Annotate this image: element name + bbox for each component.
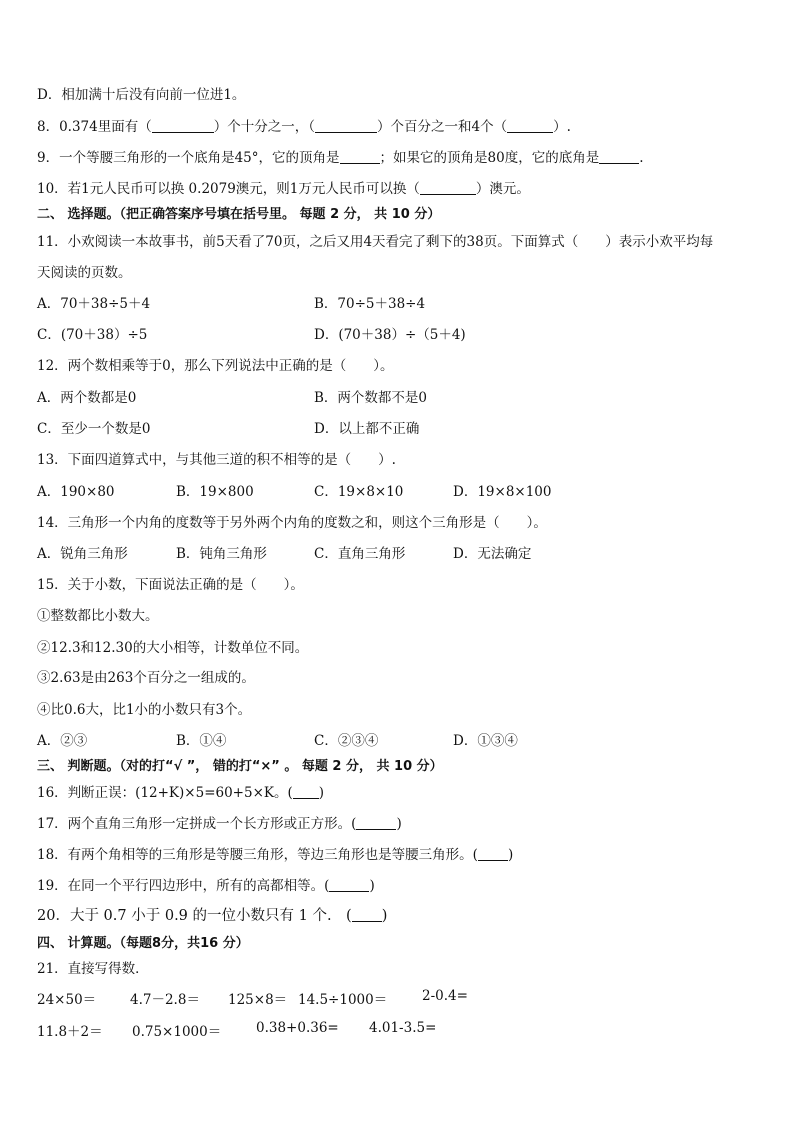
question-14: 14．三角形一个内角的度数等于另外两个内角的度数之和，则这个三角形是（ ）。 <box>37 515 547 531</box>
question-11-line2: 天阅读的页数。 <box>37 265 132 281</box>
calc-item: 14.5÷1000＝ <box>298 992 388 1008</box>
calc-item: 11.8＋2＝ <box>37 1024 103 1040</box>
q11-option-d[interactable]: D．(70＋38）÷（5＋4) <box>314 327 466 343</box>
q7-option-d: D．相加满十后没有向前一位进1。 <box>37 87 246 103</box>
answer-blank[interactable] <box>420 181 476 196</box>
q15-statement-3: ③2.63是由263个百分之一组成的。 <box>37 670 255 686</box>
answer-blank[interactable] <box>329 878 369 893</box>
question-20: 20．大于 0.7 小于 0.9 的一位小数只有 1 个. ( ) <box>37 908 388 924</box>
question-8: 8．0.374里面有（ ）个十分之一，（ ）个百分之一和4个（ ）. <box>37 119 571 135</box>
q11-option-a[interactable]: A．70＋38÷5＋4 <box>37 296 151 312</box>
q13-option-c[interactable]: C．19×8×10 <box>314 484 404 500</box>
q14-option-c[interactable]: C．直角三角形 <box>314 546 406 562</box>
q11-option-c[interactable]: C．(70＋38）÷5 <box>37 327 148 343</box>
question-10: 10．若1元人民币可以换 0.2079澳元，则1万元人民币可以换（ ）澳元。 <box>37 181 530 197</box>
answer-blank[interactable] <box>507 119 553 134</box>
question-11-line1: 11．小欢阅读一本故事书，前5天看了70页，之后又用4天看完了剩下的38页。下面算式（ ）表示小欢平均每 <box>37 234 714 250</box>
section-4-title: 四、 计算题。（每题8分，共16 分） <box>37 936 249 951</box>
calc-item: 2-0.4= <box>422 988 468 1004</box>
q12-option-b[interactable]: B．两个数都不是0 <box>314 390 428 406</box>
q14-option-b[interactable]: B．钝角三角形 <box>176 546 267 562</box>
q12-option-d[interactable]: D．以上都不正确 <box>314 421 420 437</box>
q15-option-d[interactable]: D．①③④ <box>453 733 518 749</box>
question-19: 19．在同一个平行四边形中，所有的高都相等。( ) <box>37 878 375 894</box>
q15-statement-1: ①整数都比小数大。 <box>37 608 159 624</box>
answer-blank[interactable] <box>356 816 396 831</box>
q13-option-d[interactable]: D．19×8×100 <box>453 484 552 500</box>
q14-option-d[interactable]: D．无法确定 <box>453 546 532 562</box>
q15-option-a[interactable]: A．②③ <box>37 733 88 749</box>
q15-statement-4: ④比0.6大，比1小的小数只有3个。 <box>37 702 252 718</box>
calc-item: 24×50＝ <box>37 992 97 1008</box>
answer-blank[interactable] <box>478 847 508 862</box>
question-9: 9．一个等腰三角形的一个底角是45°，它的顶角是 ；如果它的顶角是80度，它的底角是 . <box>37 150 644 166</box>
question-17: 17．两个直角三角形一定拼成一个长方形或正方形。( ) <box>37 816 402 832</box>
calc-item: 4.01-3.5= <box>369 1020 437 1036</box>
answer-blank[interactable] <box>599 150 639 165</box>
q15-option-c[interactable]: C．②③④ <box>314 733 379 749</box>
question-16: 16．判断正误：(12+K)×5=60+5×K。( ) <box>37 785 325 801</box>
question-13: 13．下面四道算式中，与其他三道的积不相等的是（ ）. <box>37 452 396 468</box>
q12-option-c[interactable]: C．至少一个数是0 <box>37 421 151 437</box>
section-3-title: 三、 判断题。（对的打“√ ”， 错的打“×” 。 每题 2 分， 共 10 分） <box>37 759 443 774</box>
calc-item: 0.38+0.36= <box>256 1020 339 1036</box>
q11-option-b[interactable]: B．70÷5＋38÷4 <box>314 296 426 312</box>
answer-blank[interactable] <box>152 119 214 134</box>
section-2-title: 二、 选择题。（把正确答案序号填在括号里。 每题 2 分， 共 10 分） <box>37 207 441 222</box>
answer-blank[interactable] <box>340 150 380 165</box>
answer-blank[interactable] <box>315 119 377 134</box>
question-15: 15．关于小数，下面说法正确的是（ ）。 <box>37 577 304 593</box>
q13-option-a[interactable]: A．190×80 <box>37 484 115 500</box>
q15-statement-2: ②12.3和12.30的大小相等，计数单位不同。 <box>37 640 309 656</box>
q14-option-a[interactable]: A．锐角三角形 <box>37 546 128 562</box>
calc-item: 0.75×1000＝ <box>132 1024 222 1040</box>
question-21: 21．直接写得数． <box>37 961 149 977</box>
q15-option-b[interactable]: B．①④ <box>176 733 227 749</box>
q13-option-b[interactable]: B．19×800 <box>176 484 254 500</box>
calc-item: 4.7－2.8＝ <box>130 992 200 1008</box>
answer-blank[interactable] <box>293 785 319 800</box>
calc-item: 125×8＝ <box>228 992 288 1008</box>
question-18: 18．有两个角相等的三角形是等腰三角形，等边三角形也是等腰三角形。( ) <box>37 847 514 863</box>
answer-blank[interactable] <box>352 907 382 923</box>
q12-option-a[interactable]: A．两个数都是0 <box>37 390 137 406</box>
question-12: 12．两个数相乘等于0，那么下列说法中正确的是（ ）。 <box>37 358 394 374</box>
